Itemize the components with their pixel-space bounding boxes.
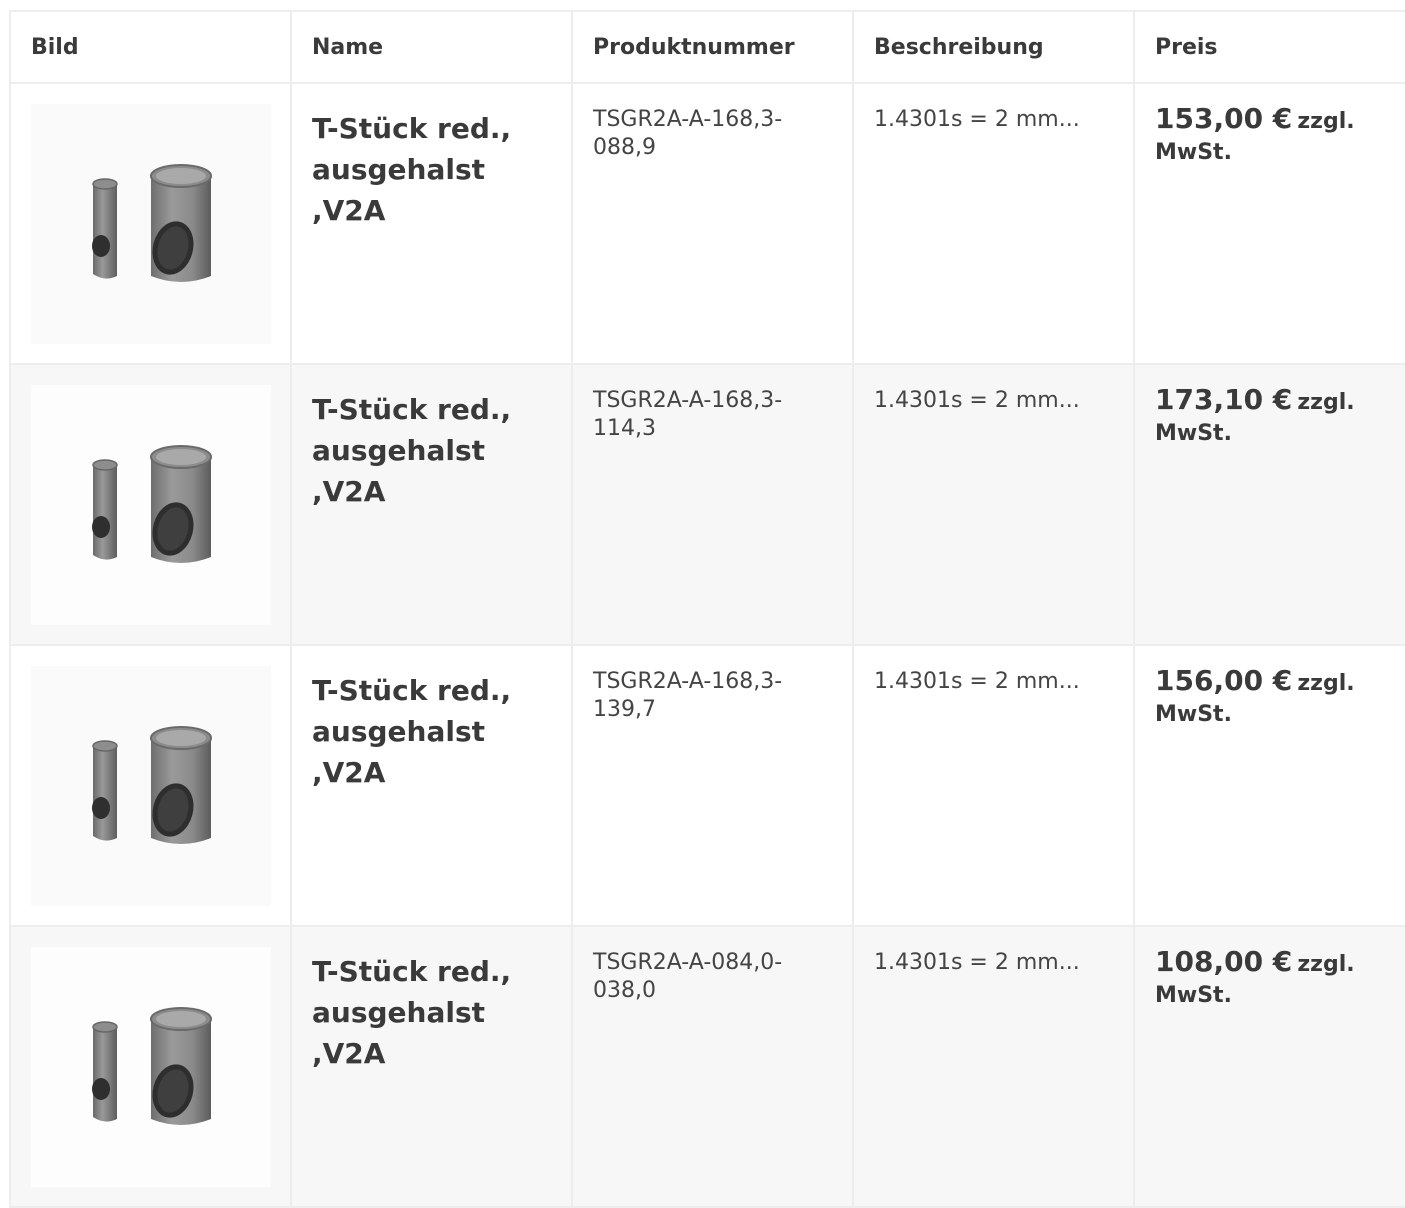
sku-cell (572, 926, 853, 1207)
table-row[interactable] (10, 83, 1405, 364)
product-name-link[interactable]: T-Stück red., ausgehalst ,V2A (312, 674, 512, 789)
product-image[interactable] (31, 385, 271, 625)
price-cell (1134, 364, 1405, 645)
header-price[interactable]: Preis (1134, 11, 1405, 83)
product-sku: TSGR2A-A-168,3-139,7 (593, 669, 783, 722)
header-image[interactable]: Bild (10, 11, 291, 83)
product-price (1155, 646, 1386, 731)
price-amount: 173,10 € (1155, 383, 1293, 416)
product-table-container (9, 10, 1405, 1208)
price-tax-note: zzgl. MwSt. (1155, 390, 1355, 446)
product-table (9, 10, 1405, 1208)
table-row[interactable] (10, 926, 1405, 1207)
sku-cell (572, 645, 853, 926)
product-image[interactable] (31, 947, 271, 1187)
product-description: 1.4301s = 2 mm... (874, 107, 1080, 132)
price-amount: 153,00 € (1155, 102, 1293, 135)
product-image[interactable] (31, 104, 271, 344)
name-cell (291, 645, 572, 926)
product-description: 1.4301s = 2 mm... (874, 669, 1080, 694)
description-cell (853, 364, 1134, 645)
product-price (1155, 927, 1386, 1012)
product-image[interactable] (31, 666, 271, 906)
sku-cell (572, 364, 853, 645)
price-amount: 156,00 € (1155, 664, 1293, 697)
price-tax-note: zzgl. MwSt. (1155, 109, 1355, 165)
price-cell (1134, 926, 1405, 1207)
price-cell (1134, 83, 1405, 364)
sku-cell (572, 83, 853, 364)
name-cell (291, 364, 572, 645)
description-cell (853, 645, 1134, 926)
product-name-link[interactable]: T-Stück red., ausgehalst ,V2A (312, 393, 512, 508)
product-name-link[interactable]: T-Stück red., ausgehalst ,V2A (312, 955, 512, 1070)
header-name[interactable]: Name (291, 11, 572, 83)
price-amount: 108,00 € (1155, 945, 1293, 978)
image-cell (10, 645, 291, 926)
header-sku[interactable]: Produktnummer (572, 11, 853, 83)
table-body (10, 83, 1405, 1207)
name-cell (291, 83, 572, 364)
price-tax-note: zzgl. MwSt. (1155, 952, 1355, 1008)
image-cell (10, 364, 291, 645)
header-description[interactable]: Beschreibung (853, 11, 1134, 83)
description-cell (853, 83, 1134, 364)
header-row (10, 11, 1405, 83)
price-tax-note: zzgl. MwSt. (1155, 671, 1355, 727)
table-row[interactable] (10, 364, 1405, 645)
product-sku: TSGR2A-A-168,3-114,3 (593, 388, 783, 441)
price-cell (1134, 645, 1405, 926)
product-price (1155, 365, 1386, 450)
description-cell (853, 926, 1134, 1207)
product-description: 1.4301s = 2 mm... (874, 950, 1080, 975)
product-name-link[interactable]: T-Stück red., ausgehalst ,V2A (312, 112, 512, 227)
image-cell (10, 926, 291, 1207)
name-cell (291, 926, 572, 1207)
product-sku: TSGR2A-A-168,3-088,9 (593, 107, 783, 160)
product-description: 1.4301s = 2 mm... (874, 388, 1080, 413)
table-header (10, 11, 1405, 83)
product-price (1155, 84, 1386, 169)
table-row[interactable] (10, 645, 1405, 926)
product-sku: TSGR2A-A-084,0-038,0 (593, 950, 783, 1003)
image-cell (10, 83, 291, 364)
